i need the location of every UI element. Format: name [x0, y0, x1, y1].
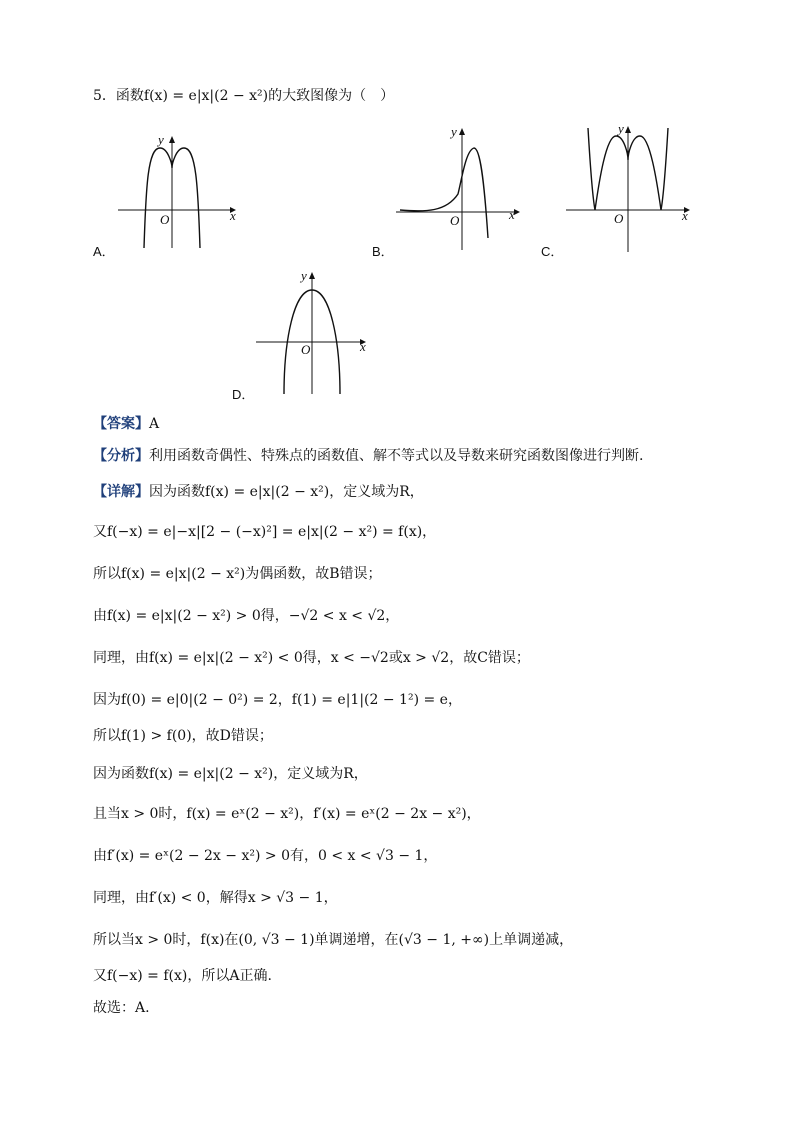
detail-line-8: 因为函数f(x) = e|x|(2 − x²)，定义域为R， — [93, 766, 368, 782]
option-b-label: B． — [372, 244, 394, 259]
detail-line-11: 同理，由f′(x) < 0，解得x > √3 − 1， — [93, 890, 338, 906]
analysis-text: 利用函数奇偶性、特殊点的函数值、解不等式以及导数来研究函数图像进行判断. — [149, 448, 644, 464]
x-label: x — [509, 207, 515, 222]
analysis-tag: 【分析】 — [93, 448, 149, 464]
y-axis-arrow — [169, 136, 175, 143]
detail-line-10: 由f′(x) = eˣ(2 − 2x − x²) > 0有，0 < x < √3 − 1， — [93, 848, 438, 864]
y-label: y — [158, 132, 164, 147]
x-label: x — [230, 208, 236, 223]
detail-text-1: 因为函数f(x) = e|x|(2 − x²)，定义域为R， — [149, 484, 424, 500]
detail-line-9: 且当x > 0时，f(x) = eˣ(2 − x²)，f′(x) = eˣ(2 − 2x − x²)， — [93, 806, 481, 822]
detail-line-3: 所以f(x) = e|x|(2 − x²)为偶函数，故B错误； — [93, 566, 382, 582]
graph-c — [566, 122, 696, 254]
detail-line-1 — [93, 482, 424, 502]
x-label: x — [682, 208, 688, 223]
detail-line-12: 所以当x > 0时，f(x)在(0, √3 − 1)单调递增，在(√3 − 1, +∞)上单调递减， — [93, 932, 574, 948]
detail-line-7: 所以f(1) > f(0)，故D错误； — [93, 728, 273, 744]
y-label: y — [301, 268, 307, 283]
detail-line-13: 又f(−x) = f(x)，所以A正确. — [93, 968, 272, 984]
detail-line-6: 因为f(0) = e|0|(2 − 0²) = 2，f(1) = e|1|(2 − 1²) = e， — [93, 692, 462, 708]
y-label: y — [618, 121, 624, 136]
answer-tag: 【答案】 — [93, 416, 149, 432]
question-text: 5．函数f(x) = e|x|(2 − x²)的大致图像为（ ） — [93, 88, 395, 104]
y-axis-arrow — [309, 272, 315, 279]
graph-b — [396, 122, 531, 250]
origin-label: O — [301, 342, 311, 357]
origin-label: O — [160, 212, 170, 227]
x-label: x — [360, 339, 366, 354]
option-a-label: A． — [93, 244, 115, 259]
option-d-label: D． — [232, 387, 255, 402]
origin-label: O — [450, 213, 460, 228]
graph-a — [118, 130, 248, 252]
answer-line — [93, 414, 159, 434]
option-c-label: C． — [541, 244, 564, 259]
y-axis-arrow — [459, 128, 465, 135]
detail-conclusion: 故选：A. — [93, 1000, 150, 1016]
y-axis-arrow — [625, 126, 631, 133]
detail-line-2: 又f(−x) = e|−x|[2 − (−x)²] = e|x|(2 − x²) = f(x)， — [93, 524, 437, 540]
x-axis-arrow — [514, 209, 520, 215]
detail-tag: 【详解】 — [93, 484, 149, 500]
graph-d — [256, 270, 372, 396]
analysis-line — [93, 446, 643, 466]
answer-text: A — [149, 416, 160, 432]
curve — [400, 148, 488, 238]
detail-line-4: 由f(x) = e|x|(2 − x²) > 0得，−√2 < x < √2， — [93, 608, 400, 624]
origin-label: O — [614, 211, 624, 226]
y-label: y — [451, 124, 457, 139]
detail-line-5: 同理，由f(x) = e|x|(2 − x²) < 0得，x < −√2或x > √2，故C错误； — [93, 650, 530, 666]
